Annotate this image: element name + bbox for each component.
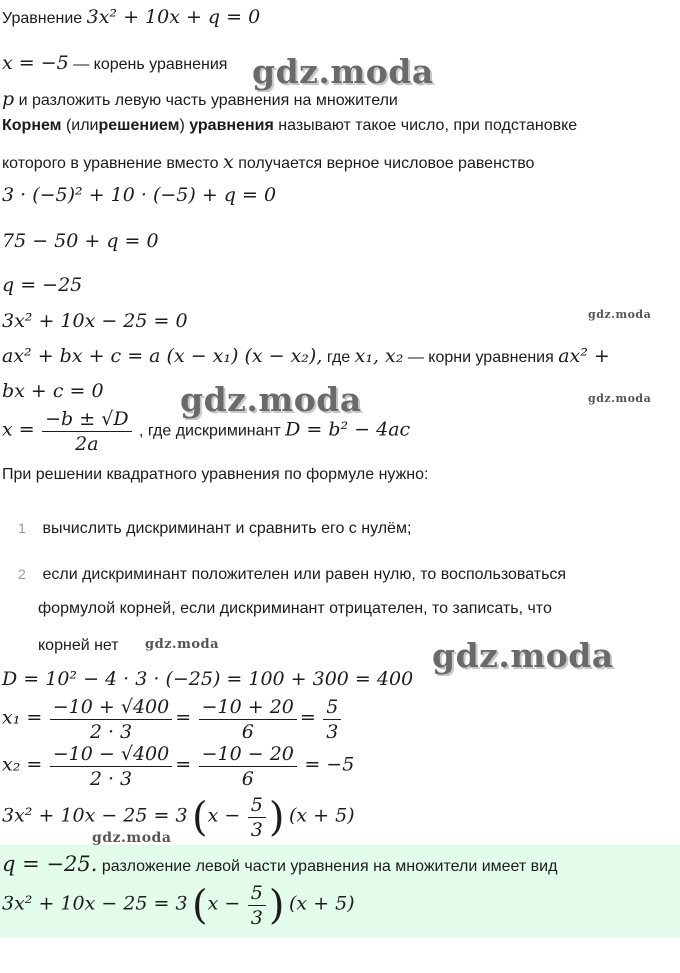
x1-frac-1 [50, 696, 172, 743]
equation-math: 3x² + 10x + q = 0 [86, 6, 261, 28]
factor-final-lhs: 3x² + 10x − 25 = 3 [2, 804, 188, 827]
x2-frac-2 [199, 743, 297, 790]
definition-line-2 [2, 151, 676, 173]
factor-formula-line [2, 345, 676, 367]
method-step-2 [18, 566, 676, 584]
roots-numerator: −b ± √D [42, 408, 131, 432]
root-math: x = −5 [2, 52, 69, 74]
watermark-small: gdz.moda [588, 392, 652, 405]
answer-formula-num: 5 [248, 882, 266, 906]
def-term-root: Корнем [2, 117, 62, 134]
def-plain: (или [65, 117, 99, 134]
factor-final-line: 3x² + 10x − 25 = 3 (x − $\frac{5}{3}$ ) (x + 5) [2, 794, 355, 841]
factor-final-tail: (x + 5) [288, 804, 355, 827]
x1-frac-3 [323, 696, 341, 743]
x1-num-2: −10 + 20 [199, 696, 297, 720]
factor-formula: ax² + bx + c = a (x − x₁) (x − x₂), [2, 345, 323, 367]
roots-disc: D = b² − 4ac [285, 418, 411, 441]
definition-line-1 [2, 117, 676, 135]
task-line [2, 88, 676, 110]
x1-den-2: 6 [241, 721, 254, 743]
x2-line: x₂ = $\frac{-10 - √400}{2 \cdot 3}$ = $\frac{-10 - 20}{6}$ = −5 [2, 743, 355, 790]
factor-text: где [326, 349, 351, 366]
equation-line [2, 6, 676, 28]
equation-label: Уравнение [2, 10, 83, 27]
roots-lhs: x = [2, 418, 35, 441]
def-term-equation: уравнения [189, 117, 274, 134]
def-plain: ) [179, 117, 185, 134]
roots-fraction [42, 408, 131, 455]
def-text: которого в уравнение вместо [2, 155, 219, 172]
watermark-small: gdz.moda [145, 637, 220, 652]
root-text: — корень уравнения [73, 56, 228, 73]
x1-lhs: x₁ = [2, 706, 43, 729]
def-plain: называют такое число, при подстановке [278, 117, 578, 134]
factor-text: — корни уравнения [407, 349, 554, 366]
method-step-2-end: корней нет [38, 637, 119, 654]
answer-formula-inner: x − [207, 892, 241, 915]
x1-num-3: 5 [323, 696, 341, 720]
answer-formula-frac [248, 882, 266, 929]
step-number: 1 [18, 520, 26, 536]
method-step-2-cont: формулой корней, если дискриминант отрицателен, то записать, что [38, 600, 552, 617]
task-text: и разложить левую часть уравнения на множители [18, 92, 398, 109]
x2-den-1: 2 · 3 [89, 768, 133, 790]
factor-final-inner: x − [207, 804, 241, 827]
x2-num-1: −10 − √400 [50, 743, 172, 767]
method-intro: При решении квадратного уравнения по формуле нужно: [2, 466, 429, 483]
factor-eq: ax² + [558, 345, 610, 367]
x1-num-1: −10 + √400 [50, 696, 172, 720]
task-var: p [2, 88, 15, 110]
answer-q: q = −25. [2, 852, 98, 876]
eq-full: 3x² + 10x − 25 = 0 [2, 310, 188, 332]
factor-eq-tail: bx + c = 0 [2, 380, 104, 402]
answer-formula-line: 3x² + 10x − 25 = 3 (x − $\frac{5}{3}$ ) (x + 5) [2, 882, 355, 929]
answer-formula-tail: (x + 5) [288, 892, 355, 915]
x1-line: x₁ = $\frac{-10 + √400}{2 \cdot 3}$ = $\frac{-10 + 20}{6}$ = $\frac{5}{3}$ [2, 696, 676, 743]
step-text: вычислить дискриминант и сравнить его с нулём; [42, 520, 412, 537]
x2-num-2: −10 − 20 [199, 743, 297, 767]
x2-frac-1 [50, 743, 172, 790]
x2-den-2: 6 [241, 768, 254, 790]
answer-text: разложение левой части уравнения на множители имеет вид [101, 858, 558, 875]
watermark-logo: gdz.moda [432, 636, 614, 675]
answer-line [2, 852, 676, 876]
watermark-logo: gdz.moda [180, 380, 362, 419]
x2-result: = −5 [304, 753, 355, 776]
def-var: x [223, 151, 234, 173]
factor-final-den: 3 [250, 819, 263, 841]
def-text: получается верное числовое равенство [238, 155, 535, 172]
factor-roots: x₁, x₂ [354, 345, 404, 367]
factor-final-frac [248, 794, 266, 841]
eq-simplified: 75 − 50 + q = 0 [2, 230, 159, 252]
factor-final-num: 5 [248, 794, 266, 818]
watermark-small: gdz.moda [588, 308, 652, 321]
eq-substitution: 3 · (−5)² + 10 · (−5) + q = 0 [2, 184, 277, 206]
x1-den-1: 2 · 3 [89, 721, 133, 743]
disc-calc: D = 10² − 4 · 3 · (−25) = 100 + 300 = 400 [2, 668, 414, 690]
roots-text: , где дискриминант [139, 422, 281, 440]
roots-denominator: 2a [75, 433, 99, 455]
x1-frac-2 [199, 696, 297, 743]
watermark-logo: gdz.moda [252, 52, 434, 91]
method-step-1 [18, 520, 676, 538]
watermark-small: gdz.moda [92, 830, 172, 846]
answer-formula-lhs: 3x² + 10x − 25 = 3 [2, 892, 188, 915]
x2-lhs: x₂ = [2, 753, 43, 776]
step-text: если дискриминант положителен или равен нулю, то воспользоваться [42, 566, 567, 583]
step-number: 2 [18, 566, 26, 582]
eq-q-value: q = −25 [2, 274, 83, 296]
def-term-solution: решением [98, 117, 180, 134]
x1-den-3: 3 [326, 721, 339, 743]
answer-formula-den: 3 [250, 907, 263, 929]
